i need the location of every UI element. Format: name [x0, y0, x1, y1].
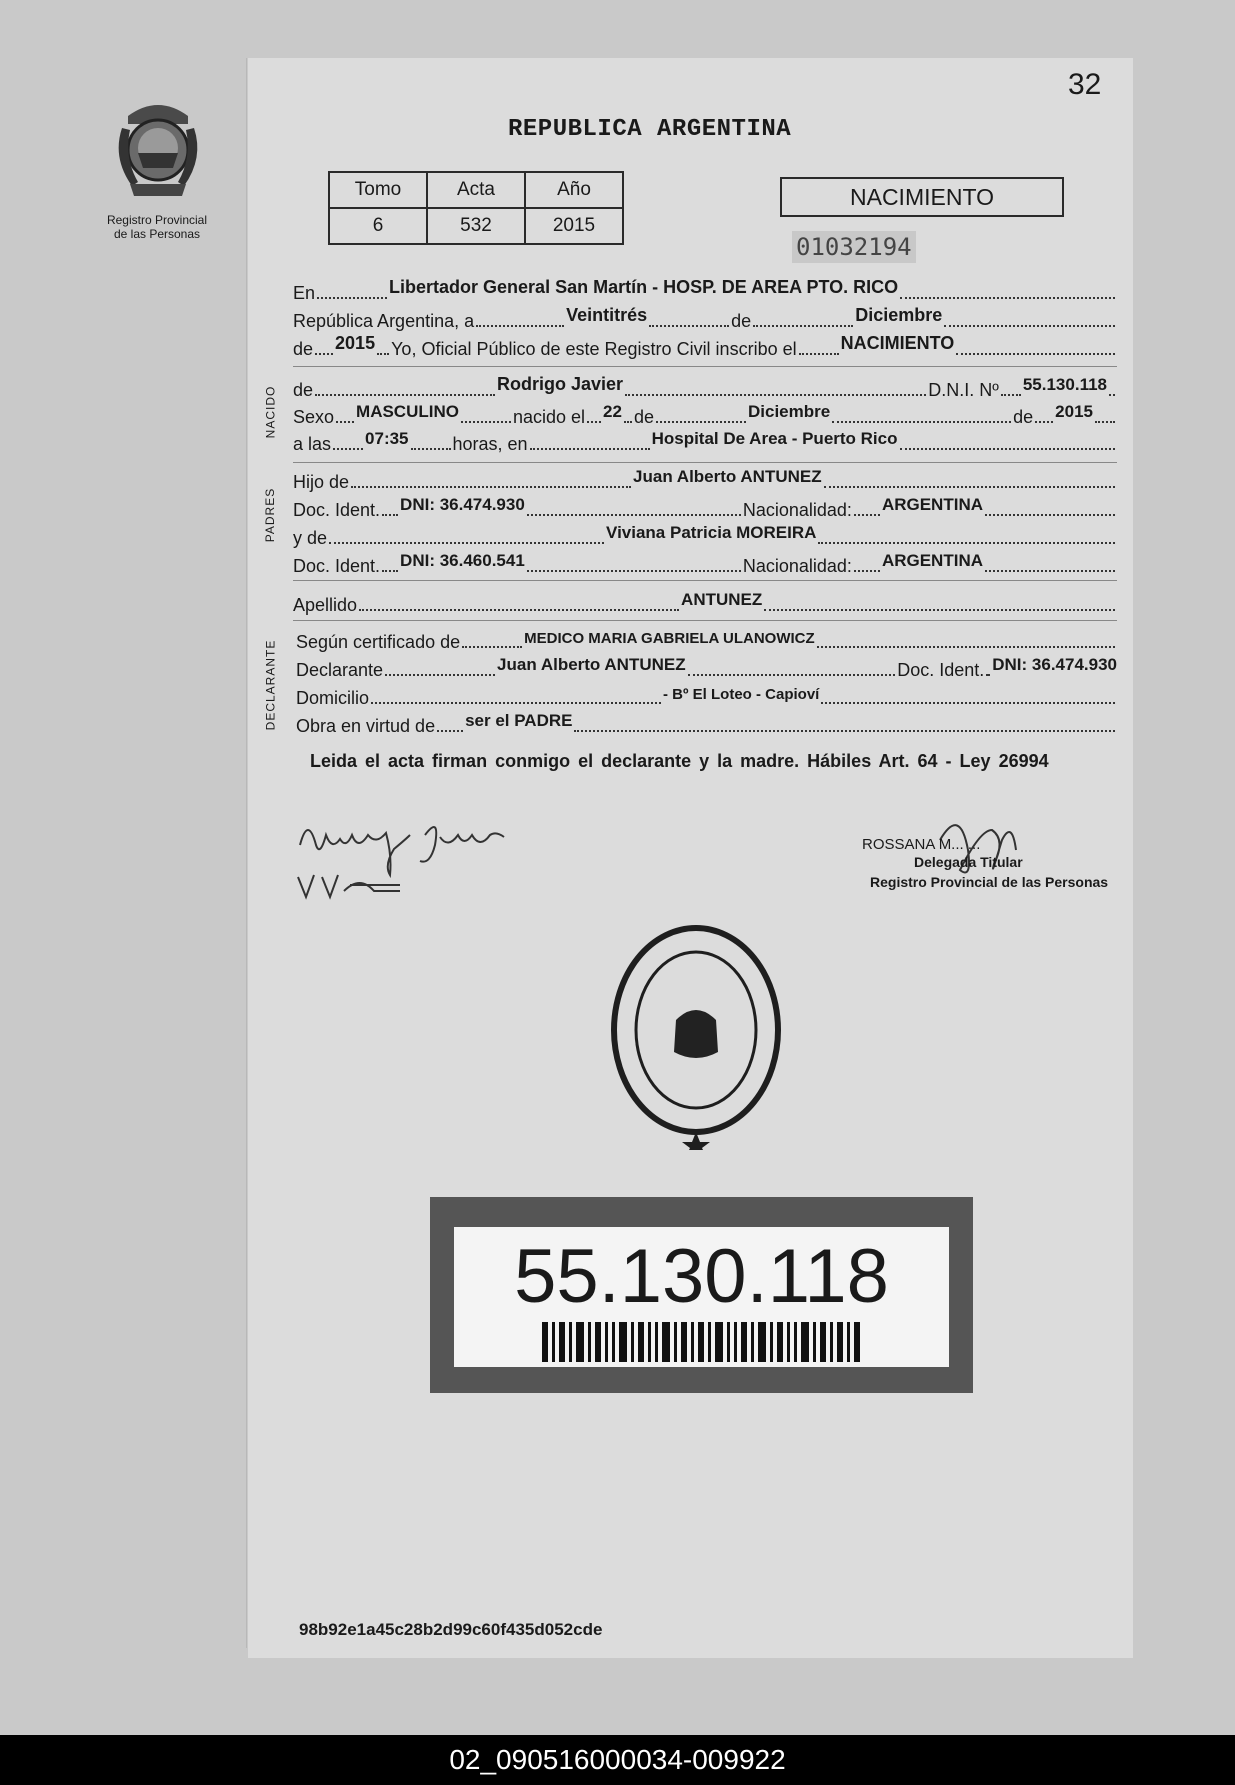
cert-label: Según certificado de [296, 632, 461, 652]
hijo-label: Hijo de [293, 472, 350, 492]
act-de-label: de [731, 311, 752, 331]
document-hash: 98b92e1a45c28b2d99c60f435d052cde [299, 1620, 603, 1639]
born-day: 22 [603, 402, 622, 421]
row-mother [293, 523, 1117, 549]
row-mother-doc [293, 551, 1117, 577]
serial-number: 01032194 [792, 231, 916, 263]
row-born-name [293, 375, 1117, 401]
row-born-time [293, 429, 1117, 455]
record-table [328, 171, 624, 245]
alas-label: a las [293, 434, 332, 454]
act-day-words: Veintitrés [566, 305, 648, 325]
registry-name-line2: de las Personas [113, 227, 201, 241]
divider-1 [293, 366, 1117, 367]
record-header-ano: Año [525, 172, 623, 208]
margin-line [246, 58, 247, 1648]
registry-name [95, 213, 219, 241]
row-born-sex [293, 402, 1117, 428]
horas-label: horas, en [452, 434, 528, 454]
act-month: Diciembre [855, 305, 943, 325]
mother-doc-label: Doc. Ident. [293, 556, 381, 576]
divider-4 [293, 620, 1117, 621]
sexo-label: Sexo [293, 407, 335, 427]
record-kind-box: NACIMIENTO [780, 177, 1064, 217]
father-name: Juan Alberto ANTUNEZ [633, 467, 822, 486]
obra-value: ser el PADRE [465, 711, 573, 730]
row-place [293, 278, 1117, 304]
row-date [293, 306, 1117, 332]
record-value-tomo: 6 [329, 208, 427, 244]
section-label-declarante: DECLARANTE [263, 639, 278, 731]
declarant-label: Declarante [296, 660, 384, 680]
act-place: Libertador General San Martín - HOSP. DE AREA PTO. RICO [389, 277, 899, 297]
divider-2 [293, 462, 1117, 463]
page-number: 32 [1068, 68, 1102, 101]
mother-nat-label: Nacionalidad: [742, 556, 852, 576]
record-header-row [329, 172, 623, 208]
row-obra [296, 711, 1117, 737]
republic-label: República Argentina, a [293, 311, 475, 331]
record-value-ano: 2015 [525, 208, 623, 244]
divider-3 [293, 580, 1117, 581]
born-de2-label: de [633, 407, 654, 427]
barcode-inner [454, 1227, 949, 1367]
father-doc: DNI: 36.474.930 [400, 495, 525, 514]
province-emblem-icon [108, 98, 208, 202]
mother-doc: DNI: 36.460.541 [400, 551, 525, 570]
row-surname [293, 590, 1117, 616]
document-title: REPUBLICA ARGENTINA [508, 116, 792, 143]
father-nat-label: Nacionalidad: [742, 500, 852, 520]
footnote: Leida el acta firman conmigo el declarante y la madre. Hábiles Art. 64 - Ley 26994 [310, 751, 1049, 771]
row-father [293, 467, 1117, 493]
row-domicile [296, 683, 1117, 709]
born-month: Diciembre [748, 402, 831, 421]
father-doc-label: Doc. Ident. [293, 500, 381, 520]
act-inscribed: NACIMIENTO [840, 333, 955, 353]
official-office: Registro Provincial de las Personas [870, 874, 1109, 890]
mother-nat: ARGENTINA [881, 551, 983, 570]
nacido-label: nacido el [512, 407, 586, 427]
born-de-label: de [293, 380, 314, 400]
declarant-doc: DNI: 36.474.930 [992, 655, 1117, 674]
record-header-acta: Acta [427, 172, 525, 208]
row-declarant [296, 655, 1117, 681]
born-name: Rodrigo Javier [497, 374, 624, 394]
declarant-signature-icon [290, 805, 570, 905]
en-label: En [293, 283, 316, 303]
born-sexo: MASCULINO [356, 402, 459, 421]
barcode-bars-icon [542, 1322, 862, 1362]
declarant-name: Juan Alberto ANTUNEZ [497, 655, 686, 674]
official-role: Delegada Titular [914, 854, 1023, 870]
born-year: 2015 [1055, 402, 1093, 421]
section-label-padres: PADRES [263, 487, 278, 543]
file-id-bar: 02_090516000034-009922 [0, 1735, 1235, 1785]
domicile-label: Domicilio [296, 688, 370, 708]
act-year: 2015 [335, 333, 376, 353]
registry-name-line1: Registro Provincial [106, 213, 208, 227]
yde-label: y de [293, 528, 328, 548]
officer-text: Yo, Oficial Público de este Registro Civil inscribo el [391, 339, 797, 359]
declarant-doc-label: Doc. Ident. [897, 660, 985, 680]
barcode-number: 55.130.118 [514, 1234, 889, 1319]
act-de-label-2: de [293, 339, 314, 359]
official-name: ROSSANA M... ... [862, 836, 981, 853]
surname-value: ANTUNEZ [681, 590, 763, 609]
record-header-tomo: Tomo [329, 172, 427, 208]
registry-stamp-icon [606, 920, 786, 1150]
obra-label: Obra en virtud de [296, 716, 436, 736]
mother-name: Viviana Patricia MOREIRA [606, 523, 817, 542]
barcode-label [430, 1197, 973, 1393]
section-label-nacido: NACIDO [263, 385, 278, 439]
surname-label: Apellido [293, 595, 358, 615]
born-de3-label: de [1013, 407, 1034, 427]
record-value-acta: 532 [427, 208, 525, 244]
father-nat: ARGENTINA [881, 495, 983, 514]
dni-label: D.N.I. Nº [928, 380, 999, 400]
row-father-doc [293, 495, 1117, 521]
born-dni: 55.130.118 [1022, 375, 1107, 394]
cert-value: MEDICO MARIA GABRIELA ULANOWICZ [524, 630, 815, 647]
row-officer [293, 334, 1117, 360]
domicile-value: - Bº El Loteo - Capioví [663, 686, 820, 703]
row-cert [296, 627, 1117, 653]
born-time: 07:35 [365, 429, 409, 448]
born-place: Hospital De Area - Puerto Rico [651, 429, 898, 448]
record-value-row [329, 208, 623, 244]
